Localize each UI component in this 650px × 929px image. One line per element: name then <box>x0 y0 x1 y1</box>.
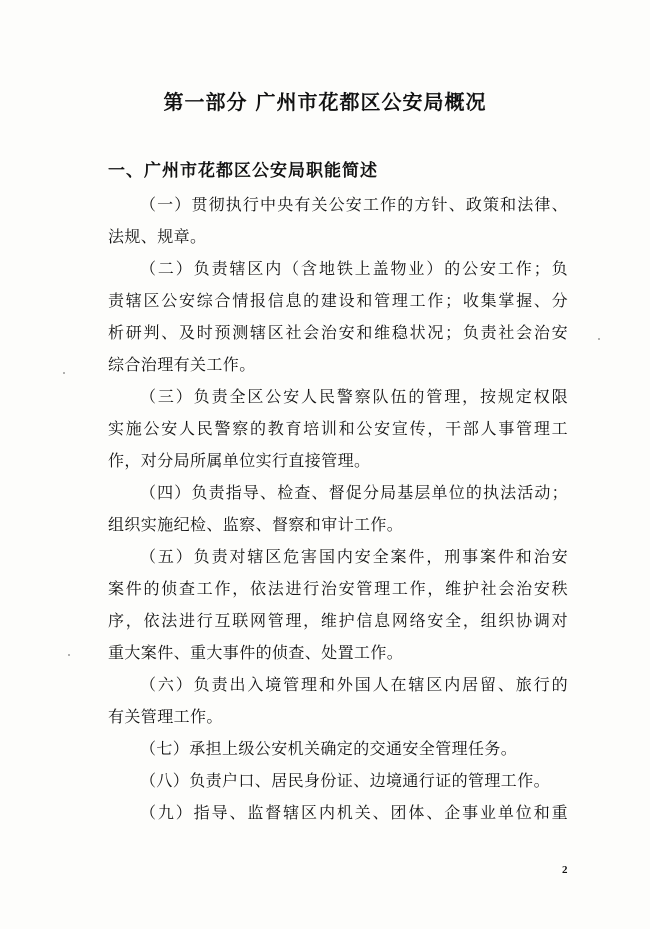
paragraph-line: 责辖区公安综合情报信息的建设和管理工作；收集掌握、分 <box>108 291 568 310</box>
paragraph <box>108 765 568 797</box>
paragraph-line: 实施公安人民警察的教育培训和公安宣传，干部人事管理工 <box>108 419 568 438</box>
paragraph <box>108 733 568 765</box>
paragraph-line: 序，依法进行互联网管理，维护信息网络安全，组织协调对 <box>108 611 568 630</box>
paragraph <box>108 797 568 829</box>
paragraph-line: （五）负责对辖区危害国内安全案件，刑事案件和治安 <box>140 547 568 566</box>
paragraph-line: 组织实施纪检、监察、督察和审计工作。 <box>108 515 404 534</box>
page-number: 2 <box>562 864 568 876</box>
paragraph-line: （四）负责指导、检查、督促分局基层单位的执法活动； <box>140 483 568 502</box>
paragraph-line: （七）承担上级公安机关确定的交通安全管理任务。 <box>140 739 518 758</box>
paragraph-line: 法规、规章。 <box>108 227 207 246</box>
page-title: 第一部分 广州市花都区公安局概况 <box>163 90 487 114</box>
paragraph <box>108 541 568 669</box>
paragraph-line: 作，对分局所属单位实行直接管理。 <box>108 451 371 470</box>
paragraph-line: 案件的侦查工作，依法进行治安管理工作，维护社会治安秩 <box>108 579 568 598</box>
paragraph-line: 综合治理有关工作。 <box>108 355 256 374</box>
paragraph-line: （九）指导、监督辖区内机关、团体、企事业单位和重 <box>140 803 568 822</box>
section-heading: 一、广州市花都区公安局职能简述 <box>108 161 378 181</box>
paragraph <box>108 253 568 381</box>
paragraph-line: 重大案件、重大事件的侦查、处置工作。 <box>108 643 404 662</box>
paragraph-line: （一）贯彻执行中央有关公安工作的方针、政策和法律、 <box>140 195 568 214</box>
paragraph-line: 有关管理工作。 <box>108 707 223 726</box>
scan-speck <box>68 654 70 656</box>
paragraph <box>108 381 568 477</box>
scan-speck <box>63 372 65 374</box>
paragraph-line: 析研判、及时预测辖区社会治安和维稳状况；负责社会治安 <box>108 323 568 342</box>
paragraph <box>108 477 568 541</box>
paragraph-line: （六）负责出入境管理和外国人在辖区内居留、旅行的 <box>140 675 568 694</box>
paragraph-line: （二）负责辖区内（含地铁上盖物业）的公安工作；负 <box>140 259 568 278</box>
scan-speck <box>598 338 600 340</box>
paragraph <box>108 669 568 733</box>
document-body <box>108 189 568 829</box>
paragraph <box>108 189 568 253</box>
paragraph-line: （三）负责全区公安人民警察队伍的管理，按规定权限 <box>140 387 568 406</box>
paragraph-line: （八）负责户口、居民身份证、边境通行证的管理工作。 <box>140 771 551 790</box>
